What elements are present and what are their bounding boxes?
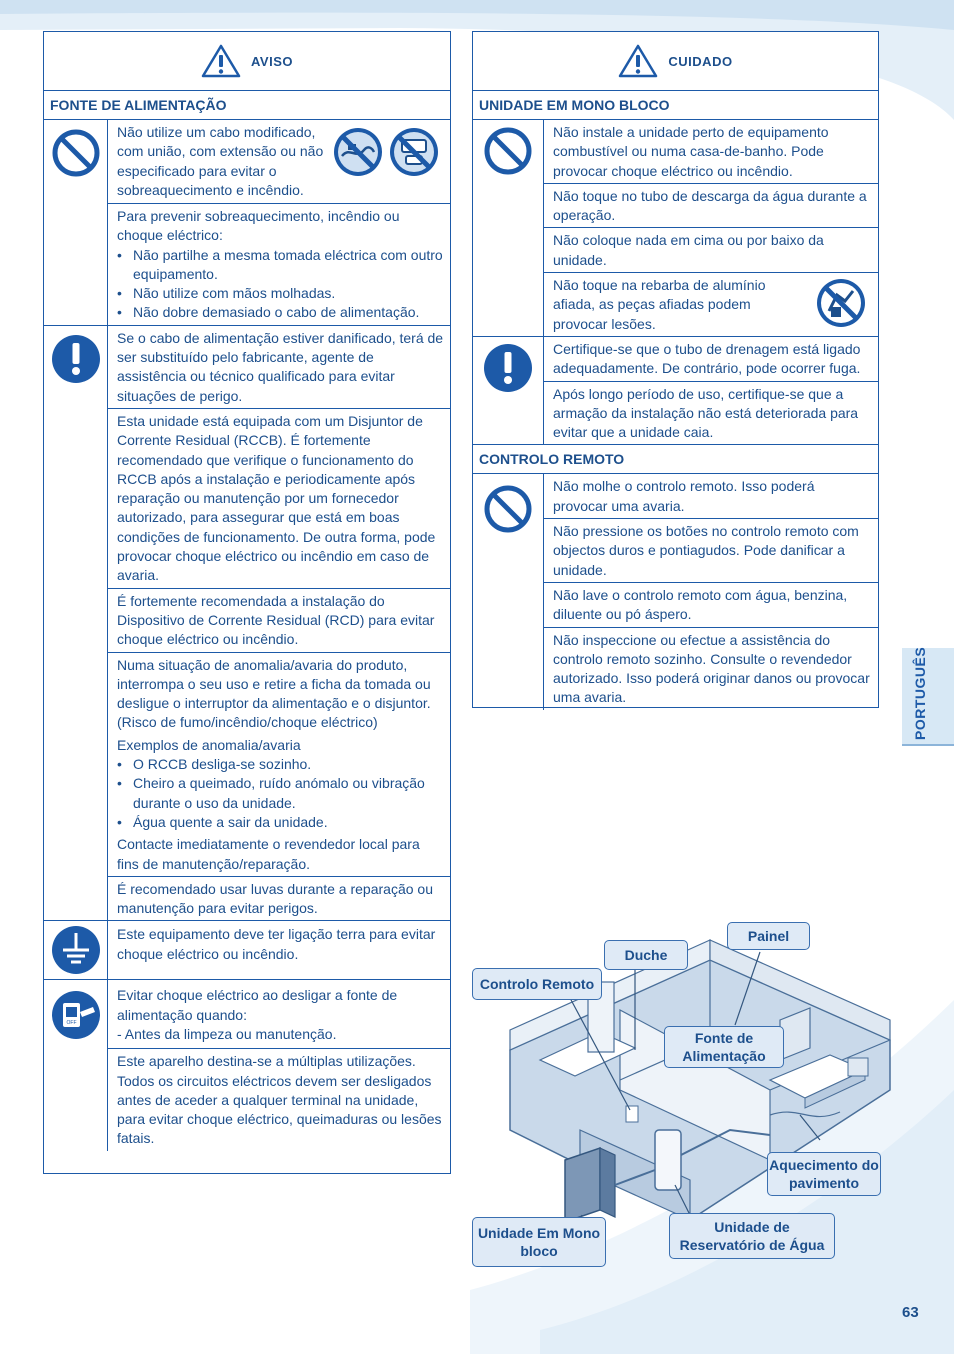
- warning-triangle-icon: [618, 44, 658, 78]
- warning-cell: [108, 653, 450, 877]
- caution-cell: Certifique-se que o tubo de drenagem está ligado adequadamente. De contrário, pode ocorrer fuga.: [544, 337, 878, 382]
- caution-cell: Não pressione os botões no controlo remoto com objectos duros e pontiagudos. Pode danificar a unidade.: [544, 519, 878, 583]
- caution-group-remote: [473, 474, 878, 709]
- anomaly-text: Numa situação de anomalia/avaria do produto, interrompa o seu uso e retire a ficha da tomada ou desligue o interruptor da alimentação e o disjuntor.: [117, 656, 431, 712]
- caution-cell: Não instale a unidade perto de equipamento combustível ou numa casa-de-banho. Pode provocar choque eléctrico ou incêndio.: [544, 120, 878, 184]
- ground-icon: [51, 925, 101, 975]
- label-fonte-alimentacao: Fonte de Alimentação: [664, 1026, 784, 1068]
- label-aquecimento-pavimento: Aquecimento do pavimento: [767, 1152, 881, 1196]
- unplug-text: Evitar choque eléctrico ao desligar a fonte de alimentação quando:: [117, 987, 398, 1023]
- page-number: 63: [902, 1304, 919, 1321]
- warning-label: AVISO: [251, 53, 293, 69]
- label-painel: Painel: [727, 922, 810, 950]
- prevention-intro: Para prevenir sobreaquecimento, incêndio ou choque eléctrico:: [117, 208, 400, 244]
- prohibited-icon: [483, 484, 533, 534]
- mandatory-exclamation-icon: [51, 334, 101, 384]
- no-sharp-edge-icon: [815, 277, 867, 329]
- anomaly-contact: Contacte imediatamente o revendedor local para fins de manutenção/reparação.: [117, 836, 420, 872]
- prevention-bullet: • Não partilhe a mesma tomada eléctrica com outro equipamento.: [117, 246, 444, 285]
- caution-cell: Não lave o controlo remoto com água, benzina, diluente ou pó áspero.: [544, 583, 878, 628]
- icon-column: [44, 921, 108, 979]
- caution-cell: [544, 273, 878, 336]
- section-title-remote: CONTROLO REMOTO: [473, 445, 878, 474]
- no-modified-cable-icon: [332, 126, 384, 178]
- warning-cell: Se o cabo de alimentação estiver danificado, terá de ser substituído pelo fabricante, agente de assistência ou técnico qualificado para evitar situações de perigo.: [108, 326, 450, 409]
- caution-cell: Após longo período de uso, certifique-se que a armação da instalação não está deteriorada para evitar que a unidade caia.: [553, 385, 859, 441]
- prevention-bullet: • Não utilize com mãos molhadas.: [117, 284, 444, 303]
- cable-warning-text: Não utilize um cabo modificado, com união, com extensão ou não especificado para evitar o sobreaquecimento e incêndio.: [117, 124, 324, 198]
- icon-column: [473, 337, 544, 444]
- icon-column: [473, 474, 544, 709]
- language-tab: [902, 648, 954, 744]
- warning-group-ground: [44, 921, 450, 980]
- warning-cell: É recomendado usar luvas durante a reparação ou manutenção para evitar perigos.: [117, 880, 433, 917]
- section-title-monobloc: UNIDADE EM MONO BLOCO: [473, 91, 878, 120]
- caution-label: CUIDADO: [668, 53, 733, 69]
- icon-column: [44, 326, 108, 921]
- warning-cell: [108, 980, 450, 1049]
- caution-panel: [472, 31, 879, 708]
- icon-column: [44, 980, 108, 1150]
- prevention-bullet: • Não dobre demasiado o cabo de alimentação.: [117, 303, 444, 322]
- label-unidade-mono-bloco: Unidade Em Mono bloco: [472, 1217, 606, 1267]
- anomaly-bullet: • Cheiro a queimado, ruído anómalo ou vibração durante o uso da unidade.: [117, 774, 444, 813]
- language-tab-underline: [902, 744, 954, 746]
- warning-header: [44, 32, 450, 91]
- warning-group-mandatory: [44, 326, 450, 922]
- label-duche: Duche: [604, 940, 688, 970]
- icon-column: [473, 120, 544, 336]
- warning-cell: [108, 120, 450, 204]
- sharp-edge-text: Não toque na rebarba de alumínio afiada, as peças afiadas podem provocar lesões.: [553, 277, 766, 332]
- prohibited-icon: [51, 128, 101, 178]
- unplug-condition: - Antes da limpeza ou manutenção.: [117, 1025, 337, 1042]
- unplug-icon-label: OFF: [66, 1020, 76, 1027]
- warning-group-power-cable: [44, 120, 450, 326]
- caution-cell: Não molhe o controlo remoto. Isso poderá provocar uma avaria.: [544, 474, 878, 519]
- icon-column: [44, 120, 108, 325]
- anomaly-risk: (Risco de fumo/incêndio/choque eléctrico): [117, 714, 378, 731]
- mandatory-exclamation-icon: [483, 343, 533, 393]
- anomaly-examples-title: Exemplos de anomalia/avaria: [117, 736, 301, 753]
- unplug-icon: [51, 990, 101, 1040]
- warning-cell: Esta unidade está equipada com um Disjuntor de Corrente Residual (RCCB). É fortemente recomendado que verifique o funcionamento do RCCB após a instalação e periodicamente após reparação ou manutenção por um fornecedor autorizado, para assegurar que está em boas condições de funcionamento. De outra forma, pode provocar choque eléctrico ou incêndio em caso de avaria.: [108, 409, 450, 589]
- warning-cell: Este aparelho destina-se a múltiplas utilizações. Todos os circuitos eléctricos devem ser desligados antes de aceder a qualquer terminal na unidade, para evitar choque eléctrico, queimaduras ou lesões fatais.: [117, 1053, 442, 1147]
- label-controlo-remoto: Controlo Remoto: [472, 968, 602, 1000]
- warning-group-unplug: [44, 980, 450, 1150]
- label-unidade-reservatorio: Unidade de Reservatório de Água: [669, 1213, 835, 1259]
- anomaly-bullet: • Água quente a sair da unidade.: [117, 813, 444, 832]
- caution-group-monobloc: [473, 120, 878, 337]
- section-title-power: FONTE DE ALIMENTAÇÃO: [44, 91, 450, 120]
- warning-triangle-icon: [201, 44, 241, 78]
- warning-cell: É fortemente recomendada a instalação do Dispositivo de Corrente Residual (RCD) para evitar choque eléctrico ou incêndio.: [108, 589, 450, 653]
- prohibited-icon: [483, 126, 533, 176]
- no-extension-icon: [388, 126, 440, 178]
- warning-cell: Este equipamento deve ter ligação terra para evitar choque eléctrico ou incêndio.: [117, 926, 436, 962]
- caution-cell: Não inspeccione ou efectue a assistência do controlo remoto sozinho. Consulte o revendedor autorizado. Isso poderá originar danos ou provocar uma avaria.: [553, 631, 870, 706]
- anomaly-bullet: • O RCCB desliga-se sozinho.: [117, 755, 444, 774]
- caution-group-drain: [473, 337, 878, 445]
- warning-cell: [108, 204, 450, 325]
- language-tab-label: PORTUGUÊS: [912, 646, 928, 740]
- caution-cell: Não toque no tubo de descarga da água durante a operação.: [544, 184, 878, 229]
- caution-header: [473, 32, 878, 91]
- warning-panel: [43, 31, 451, 1174]
- caution-cell: Não coloque nada em cima ou por baixo da unidade.: [544, 228, 878, 273]
